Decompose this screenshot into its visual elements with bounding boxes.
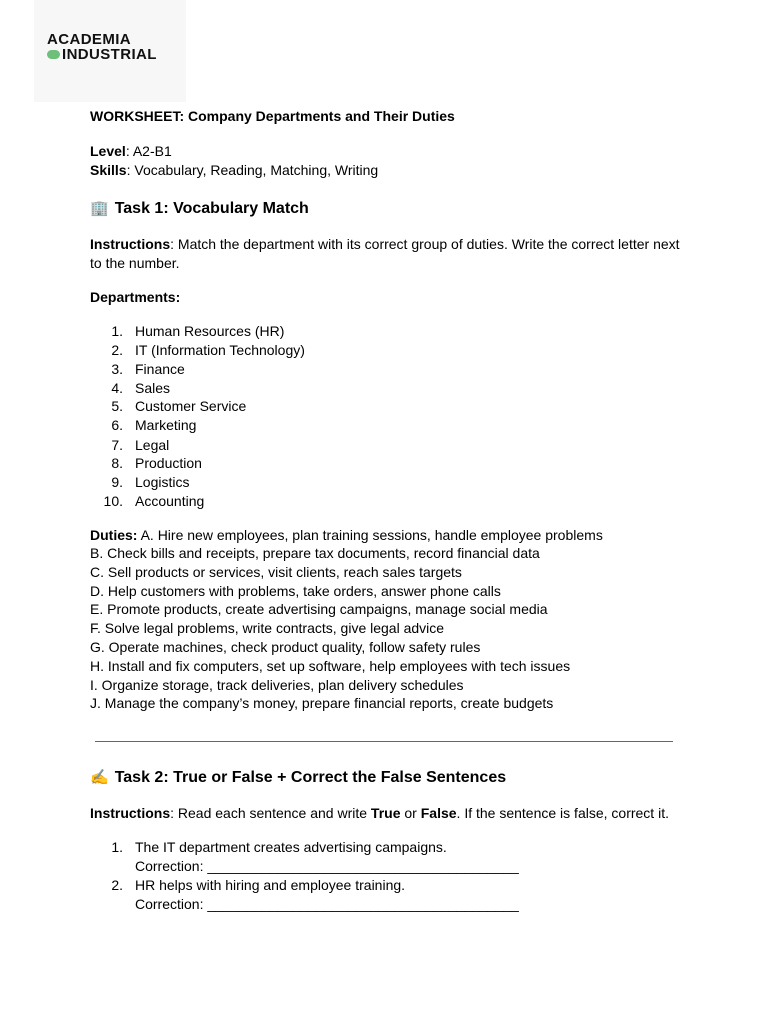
department-name: Human Resources (HR): [135, 323, 285, 339]
office-building-icon: 🏢: [90, 199, 109, 217]
department-number: 2.: [111, 342, 123, 358]
duty-text-a: A. Hire new employees, plan training sessions, handle employee problems: [137, 527, 603, 543]
department-name: Marketing: [135, 417, 197, 433]
department-name: Legal: [135, 437, 170, 453]
departments-label-text: Departments:: [90, 289, 181, 305]
department-name: IT (Information Technology): [135, 342, 305, 358]
task2-instructions: [90, 804, 669, 822]
department-name: Sales: [135, 380, 171, 396]
duty-line-h: H. Install and fix computers, set up software, help employees with tech issues: [90, 658, 571, 674]
tf-item-2-correction[interactable]: Correction: ________________________________________: [135, 896, 519, 912]
logo-text-industrial: INDUSTRIAL: [62, 46, 157, 63]
worksheet-title: [90, 107, 455, 125]
duties-label: Duties:: [90, 527, 138, 543]
logo-dot-icon: [47, 50, 60, 59]
level-label: Level: [90, 143, 126, 159]
duty-line-b: B. Check bills and receipts, prepare tax documents, record financial data: [90, 545, 540, 561]
tf-item-number: 1.: [111, 839, 123, 855]
department-name: Production: [135, 455, 202, 471]
tf-item-number: 2.: [111, 877, 123, 893]
writing-hand-icon: ✍️: [90, 768, 109, 786]
department-item: [90, 492, 204, 510]
department-number: 1.: [111, 323, 123, 339]
worksheet-title-text: WORKSHEET: Company Departments and Their Duties: [90, 108, 455, 124]
duty-line-g: G. Operate machines, check product quality, follow safety rules: [90, 639, 481, 655]
department-number: 4.: [111, 380, 123, 396]
logo-text-bottom: [47, 47, 157, 62]
department-number: 3.: [111, 361, 123, 377]
true-word: True: [370, 805, 401, 821]
department-name: Finance: [135, 361, 185, 377]
department-item: [90, 379, 170, 397]
department-number: 5.: [111, 398, 123, 414]
task2-instructions-part1: : Read each sentence and write: [170, 805, 371, 821]
section-divider: [95, 741, 673, 742]
logo-text-top: ACADEMIA: [47, 31, 132, 48]
tf-item-1-correction[interactable]: Correction: ________________________________________: [135, 858, 519, 874]
task2-heading: [90, 767, 506, 788]
department-number: 6.: [111, 417, 123, 433]
departments-label: [90, 288, 180, 306]
skills-value: : Vocabulary, Reading, Matching, Writing: [126, 162, 379, 178]
department-item: [90, 341, 305, 359]
department-number: 10.: [103, 493, 123, 509]
task2-instructions-part3: . If the sentence is false, correct it.: [456, 805, 669, 821]
task2-heading-text: Task 2: True or False + Correct the False Sentences: [114, 769, 507, 786]
department-item: [90, 454, 202, 472]
task1-instructions-line1: [90, 235, 680, 253]
tf-item-sentence: HR helps with hiring and employee training.: [135, 877, 406, 893]
task1-instructions-text: : Match the department with its correct group of duties. Write the correct letter next: [170, 236, 680, 252]
department-item: [90, 397, 246, 415]
tf-item-sentence: The IT department creates advertising campaigns.: [135, 839, 447, 855]
department-item: [90, 416, 196, 434]
department-item: [90, 360, 185, 378]
department-number: 9.: [111, 474, 123, 490]
department-name: Logistics: [135, 474, 190, 490]
duty-line-d: D. Help customers with problems, take orders, answer phone calls: [90, 583, 501, 599]
department-item: [90, 436, 169, 454]
skills-line: [90, 161, 378, 179]
task2-instructions-part2: or: [400, 805, 421, 821]
level-value: : A2-B1: [125, 143, 172, 159]
task1-instructions-label: Instructions: [90, 236, 171, 252]
duty-line-e: E. Promote products, create advertising campaigns, manage social media: [90, 601, 548, 617]
task2-instructions-label: Instructions: [90, 805, 171, 821]
duty-line-f: F. Solve legal problems, write contracts, give legal advice: [90, 620, 445, 636]
skills-label: Skills: [90, 162, 127, 178]
duty-line-c: C. Sell products or services, visit clients, reach sales targets: [90, 564, 462, 580]
duty-line-i: I. Organize storage, track deliveries, plan delivery schedules: [90, 677, 464, 693]
department-number: 7.: [111, 437, 123, 453]
task1-heading: [90, 198, 309, 219]
department-item: [90, 322, 284, 340]
duty-line-a: [90, 526, 603, 544]
tf-item-1: [90, 838, 447, 856]
logo: [34, 0, 186, 102]
department-number: 8.: [111, 455, 123, 471]
false-word: False: [420, 805, 457, 821]
level-line: [90, 142, 172, 160]
department-name: Accounting: [135, 493, 205, 509]
tf-item-2: [90, 876, 405, 894]
department-item: [90, 473, 189, 491]
task1-heading-text: Task 1: Vocabulary Match: [114, 200, 309, 217]
task1-instructions-line2: to the number.: [90, 255, 180, 271]
duty-line-j: J. Manage the company’s money, prepare financial reports, create budgets: [90, 695, 554, 711]
department-name: Customer Service: [135, 398, 247, 414]
